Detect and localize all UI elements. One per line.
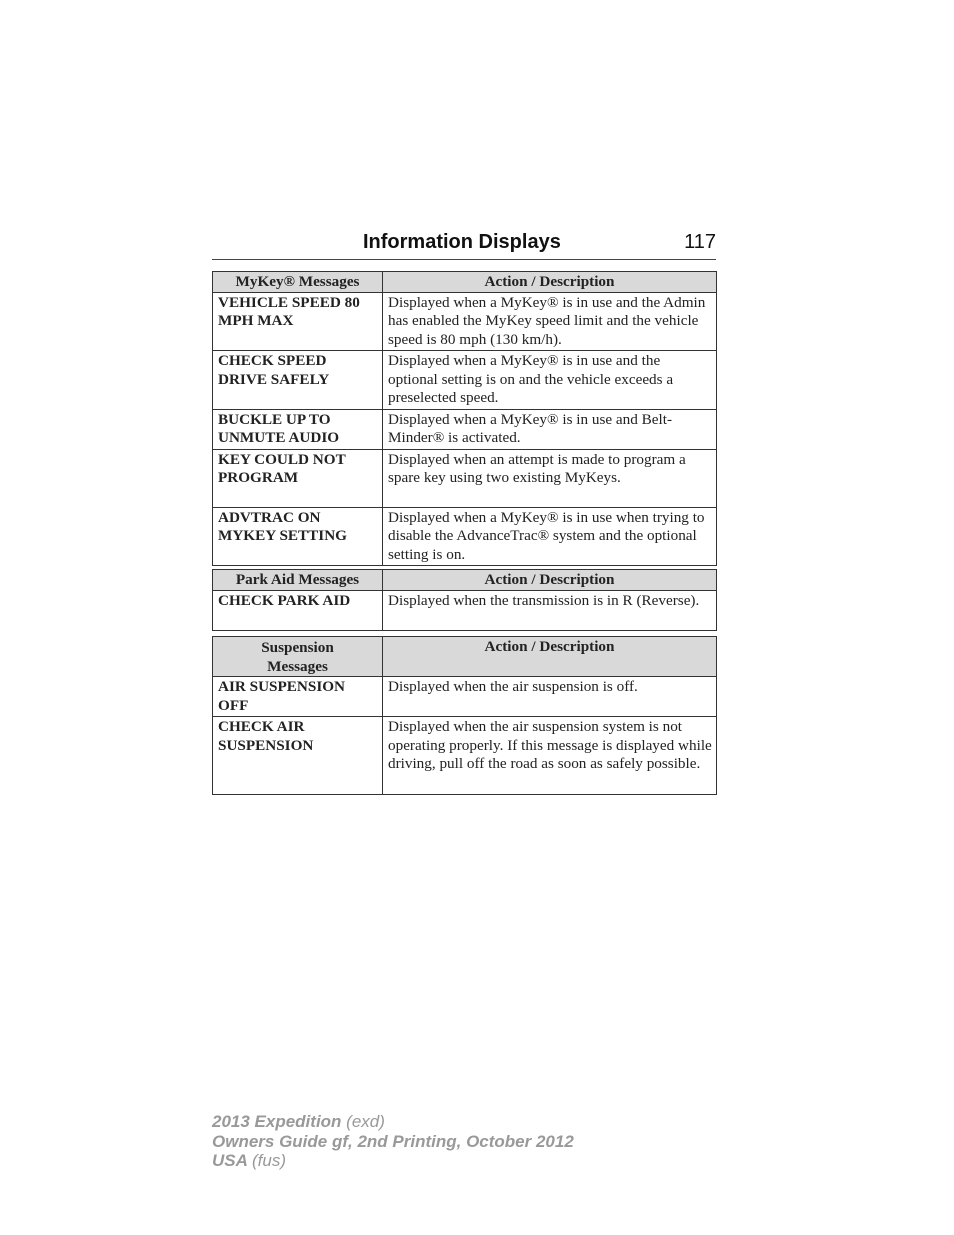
table-row <box>213 677 717 717</box>
column-header: MyKey® Messages <box>213 272 383 293</box>
table-row <box>213 717 717 795</box>
mykey-messages-table <box>212 271 717 566</box>
message-name: BUCKLE UP TO UNMUTE AUDIO <box>213 409 383 449</box>
table-header-row <box>213 570 717 591</box>
message-description: Displayed when a MyKey® is in use and Belt-Minder® is activated. <box>383 409 717 449</box>
message-name: CHECK PARK AID <box>213 590 383 630</box>
park-aid-messages-table <box>212 569 717 631</box>
footer-line <box>212 1151 574 1171</box>
table-row <box>213 507 717 566</box>
message-name: AIR SUSPENSION OFF <box>213 677 383 717</box>
message-name: VEHICLE SPEED 80 MPH MAX <box>213 292 383 351</box>
message-name: ADVTRAC ON MYKEY SETTING <box>213 507 383 566</box>
table-header-row <box>213 637 717 677</box>
table-header-row <box>213 272 717 293</box>
footer-market-code: (fus) <box>252 1151 286 1170</box>
message-description: Displayed when an attempt is made to program a spare key using two existing MyKeys. <box>383 449 717 507</box>
message-description: Displayed when the transmission is in R (Reverse). <box>383 590 717 630</box>
section-title: Information Displays <box>363 231 561 253</box>
message-description: Displayed when the air suspension is off. <box>383 677 717 717</box>
message-name: CHECK AIR SUSPENSION <box>213 717 383 795</box>
footer-line: Owners Guide gf, 2nd Printing, October 2012 <box>212 1131 574 1151</box>
footer-model: 2013 Expedition <box>212 1112 342 1131</box>
message-description: Displayed when the air suspension system is not operating properly. If this message is displayed while driving, pull off the road as soon as safely possible. <box>383 717 717 795</box>
table-row <box>213 449 717 507</box>
page-header <box>212 229 716 260</box>
table-row <box>213 351 717 410</box>
page-footer <box>212 1112 574 1171</box>
suspension-messages-table <box>212 636 717 795</box>
page-number: 117 <box>684 231 716 253</box>
column-header: Suspension Messages <box>213 637 383 677</box>
footer-market: USA <box>212 1151 248 1170</box>
message-description: Displayed when a MyKey® is in use and the Admin has enabled the MyKey speed limit and the vehicle speed is 80 mph (130 km/h). <box>383 292 717 351</box>
footer-line <box>212 1112 574 1132</box>
footer-model-code: (exd) <box>346 1112 385 1131</box>
column-header: Action / Description <box>383 272 717 293</box>
message-description: Displayed when a MyKey® is in use and the optional setting is on and the vehicle exceeds a preselected speed. <box>383 351 717 410</box>
message-name: KEY COULD NOT PROGRAM <box>213 449 383 507</box>
table-row <box>213 590 717 630</box>
message-description: Displayed when a MyKey® is in use when trying to disable the AdvanceTrac® system and the optional setting is on. <box>383 507 717 566</box>
message-name: CHECK SPEED DRIVE SAFELY <box>213 351 383 410</box>
column-header: Action / Description <box>383 637 717 677</box>
table-row <box>213 409 717 449</box>
column-header: Action / Description <box>383 570 717 591</box>
column-header: Park Aid Messages <box>213 570 383 591</box>
table-row <box>213 292 717 351</box>
